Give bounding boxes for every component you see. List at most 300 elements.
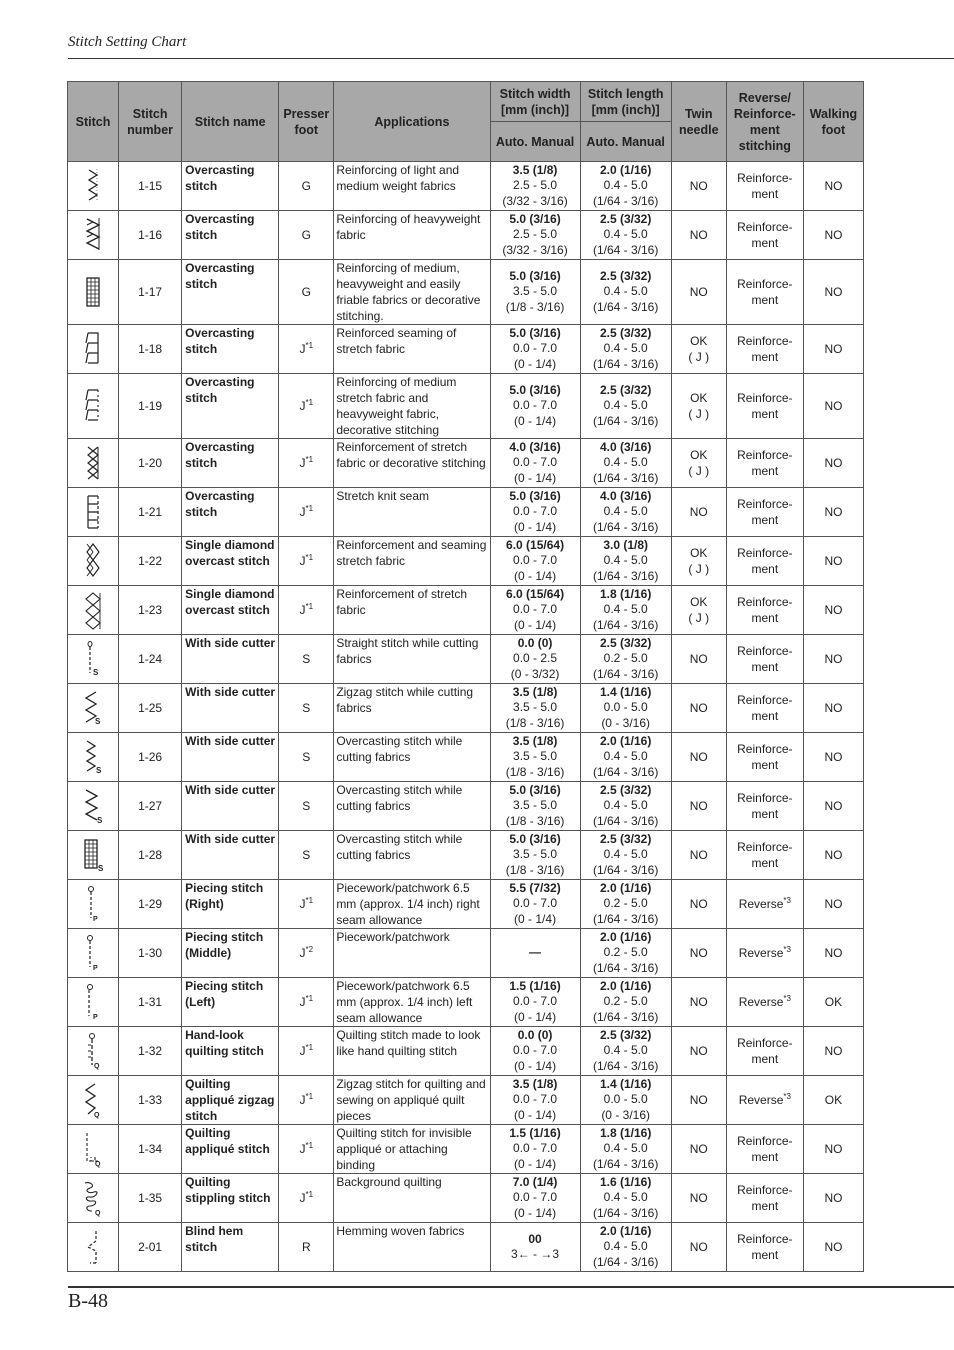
stitch-name: Quilting appliqué stitch (182, 1125, 279, 1174)
w-man-value: 3.5 - 5.0 (513, 798, 558, 813)
twin-needle: NO (671, 260, 726, 325)
overcast-slant-icon (76, 329, 110, 369)
reverse-label: Reinforce-ment (737, 791, 793, 821)
twin-needle: NO (671, 1027, 726, 1076)
presser-foot-letter: J (299, 603, 306, 617)
reverse-label: Reinforce-ment (737, 546, 793, 576)
applications: Background quilting (334, 1174, 490, 1223)
presser-foot (279, 1076, 334, 1125)
reverse-reinforcement (726, 1125, 803, 1174)
w-rng-value: (1/8 - 3/16) (505, 299, 565, 314)
w-man-value: 3.5 - 5.0 (513, 847, 558, 862)
presser-foot (279, 782, 334, 831)
l-man-value: 0.2 - 5.0 (603, 994, 648, 1009)
l-rng-value: (1/64 - 3/16) (592, 764, 659, 779)
col-header-stitch-length: Stitch length [mm (inch)] (580, 82, 671, 122)
table-row (68, 325, 864, 374)
presser-foot-letter: J (299, 946, 306, 960)
twin-needle: OK ( J ) (671, 439, 726, 488)
presser-foot-letter: S (302, 701, 311, 715)
stitch-icon-cell (68, 880, 119, 929)
reverse-label: Reinforce-ment (737, 595, 793, 625)
l-auto-value: 2.5 (3/32) (599, 211, 652, 226)
applications: Reinforcement and seaming stretch fabric (334, 537, 490, 586)
presser-foot-note: *1 (305, 994, 314, 1003)
stitch-number: 1-22 (119, 537, 182, 586)
walking-foot: NO (803, 211, 863, 260)
reverse-reinforcement (726, 978, 803, 1027)
stitch-number: 1-32 (119, 1027, 182, 1076)
applications: Overcasting stitch while cutting fabrics (334, 733, 490, 782)
stitch-width (490, 586, 580, 635)
twin-needle: NO (671, 929, 726, 978)
stitch-width (490, 782, 580, 831)
reverse-label: Reverse (738, 897, 784, 911)
side-cutter-straight-icon (76, 639, 110, 679)
presser-foot (279, 586, 334, 635)
w-rng-value: (1/8 - 3/16) (505, 862, 565, 877)
w-auto-value: 0.0 (0) (517, 635, 553, 650)
presser-foot-letter: S (302, 799, 311, 813)
presser-foot-note: *1 (305, 455, 314, 464)
presser-foot-letter: S (302, 848, 311, 862)
applications: Reinforcing of light and medium weight fabrics (334, 162, 490, 211)
l-man-value: 0.4 - 5.0 (603, 602, 648, 617)
stitch-width (490, 1125, 580, 1174)
col-header-presser-foot: Presser foot (279, 82, 334, 162)
l-man-value: 0.2 - 5.0 (603, 651, 648, 666)
applications: Quilting stitch for invisible appliqué or attaching binding (334, 1125, 490, 1174)
reverse-reinforcement (726, 733, 803, 782)
walking-foot: NO (803, 374, 863, 439)
presser-foot (279, 635, 334, 684)
reverse-label: Reverse (738, 995, 784, 1009)
presser-foot (279, 260, 334, 325)
w-rng-value: (0 - 1/4) (514, 356, 557, 371)
walking-foot: NO (803, 1027, 863, 1076)
twin-needle: OK ( J ) (671, 325, 726, 374)
col-header-applications: Applications (334, 82, 490, 162)
reverse-reinforcement (726, 831, 803, 880)
stitch-icon-cell (68, 1027, 119, 1076)
side-cutter-box-icon (76, 835, 110, 875)
presser-foot (279, 162, 334, 211)
stitch-number: 1-19 (119, 374, 182, 439)
w-rng-value: (0 - 1/4) (514, 1107, 557, 1122)
presser-foot-letter: S (302, 652, 311, 666)
diamond-overcast-icon (76, 541, 110, 581)
l-man-value: 0.4 - 5.0 (603, 1141, 648, 1156)
l-rng-value: (1/64 - 3/16) (592, 1009, 659, 1024)
l-rng-value: (1/64 - 3/16) (592, 617, 659, 632)
stitch-length (580, 439, 671, 488)
table-row (68, 733, 864, 782)
stippling-icon (76, 1178, 110, 1218)
walking-foot: NO (803, 733, 863, 782)
presser-foot-note: *2 (305, 945, 314, 954)
overcast-slant-dotted-icon (76, 386, 110, 426)
presser-foot (279, 1174, 334, 1223)
stitch-length (580, 162, 671, 211)
walking-foot: NO (803, 1223, 863, 1272)
twin-needle: NO (671, 1223, 726, 1272)
stitch-length (580, 684, 671, 733)
l-man-value: 0.4 - 5.0 (603, 341, 648, 356)
w-rng-value: (0 - 1/4) (514, 470, 557, 485)
w-rng-value: (0 - 1/4) (514, 617, 557, 632)
stitch-name: Blind hem stitch (182, 1223, 279, 1272)
presser-foot (279, 488, 334, 537)
w-auto-value: — (529, 945, 542, 960)
l-man-value: 0.2 - 5.0 (603, 896, 648, 911)
presser-foot-letter: J (299, 1191, 306, 1205)
stitch-length (580, 635, 671, 684)
l-man-value: 0.4 - 5.0 (603, 455, 648, 470)
twin-needle: NO (671, 782, 726, 831)
table-row (68, 1076, 864, 1125)
table-row (68, 211, 864, 260)
presser-foot (279, 929, 334, 978)
stitch-width (490, 488, 580, 537)
w-man-value: 0.0 - 7.0 (513, 602, 558, 617)
reverse-reinforcement (726, 260, 803, 325)
table-row (68, 488, 864, 537)
l-auto-value: 2.0 (1/16) (599, 162, 652, 177)
table-row (68, 537, 864, 586)
l-auto-value: 2.0 (1/16) (599, 978, 652, 993)
presser-foot-letter: J (299, 554, 306, 568)
stitch-length (580, 488, 671, 537)
presser-foot-letter: J (299, 995, 306, 1009)
reverse-reinforcement (726, 929, 803, 978)
svg-text:Q: Q (95, 1210, 101, 1217)
w-man-value: 0.0 - 7.0 (513, 1190, 558, 1205)
l-rng-value: (1/64 - 3/16) (592, 911, 659, 926)
stitch-setting-table (67, 81, 864, 1272)
col-header-length-auto-manual: Auto. Manual (580, 122, 671, 162)
l-auto-value: 2.0 (1/16) (599, 1223, 652, 1238)
l-rng-value: (1/64 - 3/16) (592, 960, 659, 975)
l-rng-value: (1/64 - 3/16) (592, 413, 659, 428)
presser-foot-letter: G (301, 285, 311, 299)
stitch-name: Single diamond overcast stitch (182, 537, 279, 586)
l-rng-value: (1/64 - 3/16) (592, 519, 659, 534)
walking-foot: OK (803, 1076, 863, 1125)
l-man-value: 0.0 - 5.0 (603, 700, 648, 715)
reverse-reinforcement (726, 1027, 803, 1076)
stitch-name: Overcasting stitch (182, 488, 279, 537)
table-row (68, 1223, 864, 1272)
reverse-note: *3 (783, 994, 791, 1003)
w-rng-value: (1/8 - 3/16) (505, 764, 565, 779)
reverse-label: Reverse (738, 1093, 784, 1107)
stitch-length (580, 586, 671, 635)
col-header-reverse: Reverse/ Reinforce-ment stitching (726, 82, 803, 162)
stitch-icon-cell (68, 1223, 119, 1272)
w-auto-value: 1.5 (1/16) (509, 978, 561, 993)
presser-foot-letter: J (299, 897, 306, 911)
presser-foot (279, 733, 334, 782)
table-row (68, 162, 864, 211)
side-cutter-zigzag-icon (76, 688, 110, 728)
stitch-number: 1-24 (119, 635, 182, 684)
col-header-stitch: Stitch (68, 82, 119, 162)
stitch-number: 2-01 (119, 1223, 182, 1272)
reverse-reinforcement (726, 684, 803, 733)
svg-text:P: P (93, 1014, 98, 1021)
table-row (68, 635, 864, 684)
reverse-label: Reinforce-ment (737, 644, 793, 674)
side-cutter-overcast-icon (76, 737, 110, 777)
stitch-name: Piecing stitch (Left) (182, 978, 279, 1027)
walking-foot: NO (803, 880, 863, 929)
l-man-value: 0.4 - 5.0 (603, 1239, 648, 1254)
reverse-reinforcement (726, 1174, 803, 1223)
stitch-icon-cell (68, 684, 119, 733)
presser-foot-letter: J (299, 1044, 306, 1058)
overcast-double-zigzag-icon (76, 215, 110, 255)
w-rng-value: (1/8 - 3/16) (505, 813, 565, 828)
walking-foot: NO (803, 260, 863, 325)
w-auto-value: 5.0 (3/16) (509, 211, 561, 226)
reverse-reinforcement (726, 586, 803, 635)
applications: Straight stitch while cutting fabrics (334, 635, 490, 684)
presser-foot (279, 978, 334, 1027)
presser-foot-letter: R (301, 1240, 311, 1254)
quilting-zigzag-icon (76, 1080, 110, 1120)
w-auto-value: 5.0 (3/16) (509, 782, 561, 797)
reverse-note: *3 (783, 896, 791, 905)
w-man-value: 3.5 - 5.0 (513, 284, 558, 299)
stitch-width (490, 260, 580, 325)
stitch-name: Quilting stippling stitch (182, 1174, 279, 1223)
w-auto-value: 7.0 (1/4) (512, 1174, 558, 1189)
stitch-number: 1-16 (119, 211, 182, 260)
reverse-label: Reinforce-ment (737, 448, 793, 478)
reverse-label: Reinforce-ment (737, 171, 793, 201)
l-auto-value: 2.0 (1/16) (599, 880, 652, 895)
w-man-value: 0.0 - 7.0 (513, 398, 558, 413)
w-man-value: 0.0 - 7.0 (513, 1043, 558, 1058)
piecing-right-icon (76, 884, 110, 924)
col-header-width-auto-manual: Auto. Manual (490, 122, 580, 162)
reverse-label: Reverse (738, 946, 784, 960)
table-row (68, 684, 864, 733)
w-man-value: 3← - →3 (511, 1247, 560, 1261)
twin-needle: NO (671, 162, 726, 211)
w-auto-value: 3.5 (1/8) (512, 162, 558, 177)
reverse-label: Reinforce-ment (737, 497, 793, 527)
reverse-reinforcement (726, 162, 803, 211)
presser-foot-note: *1 (305, 1092, 314, 1101)
presser-foot (279, 1027, 334, 1076)
table-body (68, 162, 864, 1272)
presser-foot-letter: J (299, 456, 306, 470)
stitch-width (490, 684, 580, 733)
footer-rule (68, 1286, 954, 1288)
l-man-value: 0.4 - 5.0 (603, 798, 648, 813)
w-auto-value: 3.5 (1/8) (512, 684, 558, 699)
l-man-value: 0.4 - 5.0 (603, 504, 648, 519)
piecing-middle-icon (76, 933, 110, 973)
stitch-icon-cell (68, 488, 119, 537)
stitch-name: Single diamond overcast stitch (182, 586, 279, 635)
stitch-name: Overcasting stitch (182, 325, 279, 374)
stitch-name: Overcasting stitch (182, 439, 279, 488)
reverse-label: Reinforce-ment (737, 391, 793, 421)
stitch-width (490, 880, 580, 929)
svg-text:S: S (93, 668, 99, 677)
reverse-label: Reinforce-ment (737, 840, 793, 870)
svg-text:S: S (98, 864, 104, 873)
stitch-width (490, 439, 580, 488)
l-rng-value: (1/64 - 3/16) (592, 666, 659, 681)
table-row (68, 439, 864, 488)
stitch-width (490, 978, 580, 1027)
stitch-width (490, 831, 580, 880)
walking-foot: NO (803, 1174, 863, 1223)
w-auto-value: 5.5 (7/32) (509, 880, 561, 895)
svg-text:Q: Q (94, 1112, 100, 1119)
reverse-reinforcement (726, 635, 803, 684)
w-man-value: 0.0 - 7.0 (513, 341, 558, 356)
stitch-icon-cell (68, 635, 119, 684)
l-auto-value: 2.5 (3/32) (599, 782, 652, 797)
w-rng-value: (0 - 1/4) (514, 1205, 557, 1220)
quilting-applique-icon (76, 1129, 110, 1169)
presser-foot-letter: J (299, 342, 306, 356)
diamond-overcast-wide-icon (76, 590, 110, 630)
w-man-value: 0.0 - 2.5 (513, 651, 558, 666)
page-title: Stitch Setting Chart (68, 34, 187, 50)
walking-foot: NO (803, 439, 863, 488)
presser-foot (279, 880, 334, 929)
table-row (68, 260, 864, 325)
twin-needle: OK ( J ) (671, 374, 726, 439)
w-rng-value: (0 - 1/4) (514, 568, 557, 583)
walking-foot: NO (803, 325, 863, 374)
w-auto-value: 5.0 (3/16) (509, 382, 561, 397)
w-man-value: 3.5 - 5.0 (513, 700, 558, 715)
twin-needle: NO (671, 488, 726, 537)
l-rng-value: (1/64 - 3/16) (592, 1156, 659, 1171)
stitch-icon-cell (68, 782, 119, 831)
w-auto-value: 00 (528, 1231, 542, 1246)
applications: Piecework/patchwork 6.5 mm (approx. 1/4 inch) left seam allowance (334, 978, 490, 1027)
svg-text:S: S (97, 816, 103, 825)
table-row (68, 374, 864, 439)
twin-needle: NO (671, 978, 726, 1027)
w-auto-value: 5.0 (3/16) (509, 325, 561, 340)
stitch-icon-cell (68, 929, 119, 978)
l-man-value: 0.4 - 5.0 (603, 227, 648, 242)
presser-foot (279, 439, 334, 488)
stitch-length (580, 1076, 671, 1125)
w-rng-value: (0 - 1/4) (514, 519, 557, 534)
presser-foot (279, 1125, 334, 1174)
l-auto-value: 1.4 (1/16) (599, 1076, 652, 1091)
stitch-name: With side cutter (182, 782, 279, 831)
stitch-length (580, 831, 671, 880)
applications: Zigzag stitch while cutting fabrics (334, 684, 490, 733)
presser-foot (279, 1223, 334, 1272)
reverse-label: Reinforce-ment (737, 334, 793, 364)
l-rng-value: (1/64 - 3/16) (592, 862, 659, 877)
stitch-number: 1-17 (119, 260, 182, 325)
presser-foot (279, 684, 334, 733)
stitch-name: Overcasting stitch (182, 211, 279, 260)
w-rng-value: (1/8 - 3/16) (505, 715, 565, 730)
w-man-value: 0.0 - 7.0 (513, 1141, 558, 1156)
stitch-icon-cell (68, 439, 119, 488)
w-man-value: 0.0 - 7.0 (513, 896, 558, 911)
stitch-length (580, 1223, 671, 1272)
l-rng-value: (1/64 - 3/16) (592, 242, 659, 257)
stitch-width (490, 929, 580, 978)
stitch-length (580, 929, 671, 978)
reverse-reinforcement (726, 374, 803, 439)
stitch-length (580, 733, 671, 782)
l-auto-value: 2.5 (3/32) (599, 382, 652, 397)
svg-text:S: S (95, 717, 101, 726)
twin-needle: OK ( J ) (671, 586, 726, 635)
l-man-value: 0.2 - 5.0 (603, 945, 648, 960)
l-rng-value: (1/64 - 3/16) (592, 356, 659, 371)
reverse-reinforcement (726, 211, 803, 260)
stitch-width (490, 162, 580, 211)
reverse-reinforcement (726, 782, 803, 831)
applications: Overcasting stitch while cutting fabrics (334, 831, 490, 880)
w-man-value: 0.0 - 7.0 (513, 1092, 558, 1107)
presser-foot (279, 374, 334, 439)
stitch-number: 1-30 (119, 929, 182, 978)
l-man-value: 0.4 - 5.0 (603, 1190, 648, 1205)
stitch-width (490, 374, 580, 439)
stitch-width (490, 1076, 580, 1125)
presser-foot (279, 325, 334, 374)
stitch-number: 1-35 (119, 1174, 182, 1223)
stitch-number: 1-31 (119, 978, 182, 1027)
presser-foot-note: *1 (305, 504, 314, 513)
walking-foot: NO (803, 488, 863, 537)
reverse-note: *3 (783, 1092, 791, 1101)
reverse-note: *3 (783, 945, 791, 954)
stitch-width (490, 211, 580, 260)
stitch-number: 1-25 (119, 684, 182, 733)
w-rng-value: (0 - 1/4) (514, 1009, 557, 1024)
svg-text:Q: Q (94, 1063, 100, 1070)
stitch-icon-cell (68, 831, 119, 880)
stitch-length (580, 537, 671, 586)
w-rng-value: (0 - 1/4) (514, 413, 557, 428)
stitch-icon-cell (68, 978, 119, 1027)
col-header-twin-needle: Twin needle (671, 82, 726, 162)
w-auto-value: 6.0 (15/64) (506, 586, 565, 601)
table-row (68, 929, 864, 978)
l-auto-value: 1.8 (1/16) (599, 1125, 652, 1140)
l-auto-value: 1.6 (1/16) (599, 1174, 652, 1189)
twin-needle: OK ( J ) (671, 537, 726, 586)
stitch-name: Piecing stitch (Middle) (182, 929, 279, 978)
stitch-length (580, 374, 671, 439)
hand-look-quilting-icon (76, 1031, 110, 1071)
applications: Reinforced seaming of stretch fabric (334, 325, 490, 374)
w-man-value: 0.0 - 7.0 (513, 553, 558, 568)
overcast-cross-icon (76, 443, 110, 483)
reverse-label: Reinforce-ment (737, 1134, 793, 1164)
applications: Reinforcement of stretch fabric or decorative stitching (334, 439, 490, 488)
reverse-reinforcement (726, 1223, 803, 1272)
